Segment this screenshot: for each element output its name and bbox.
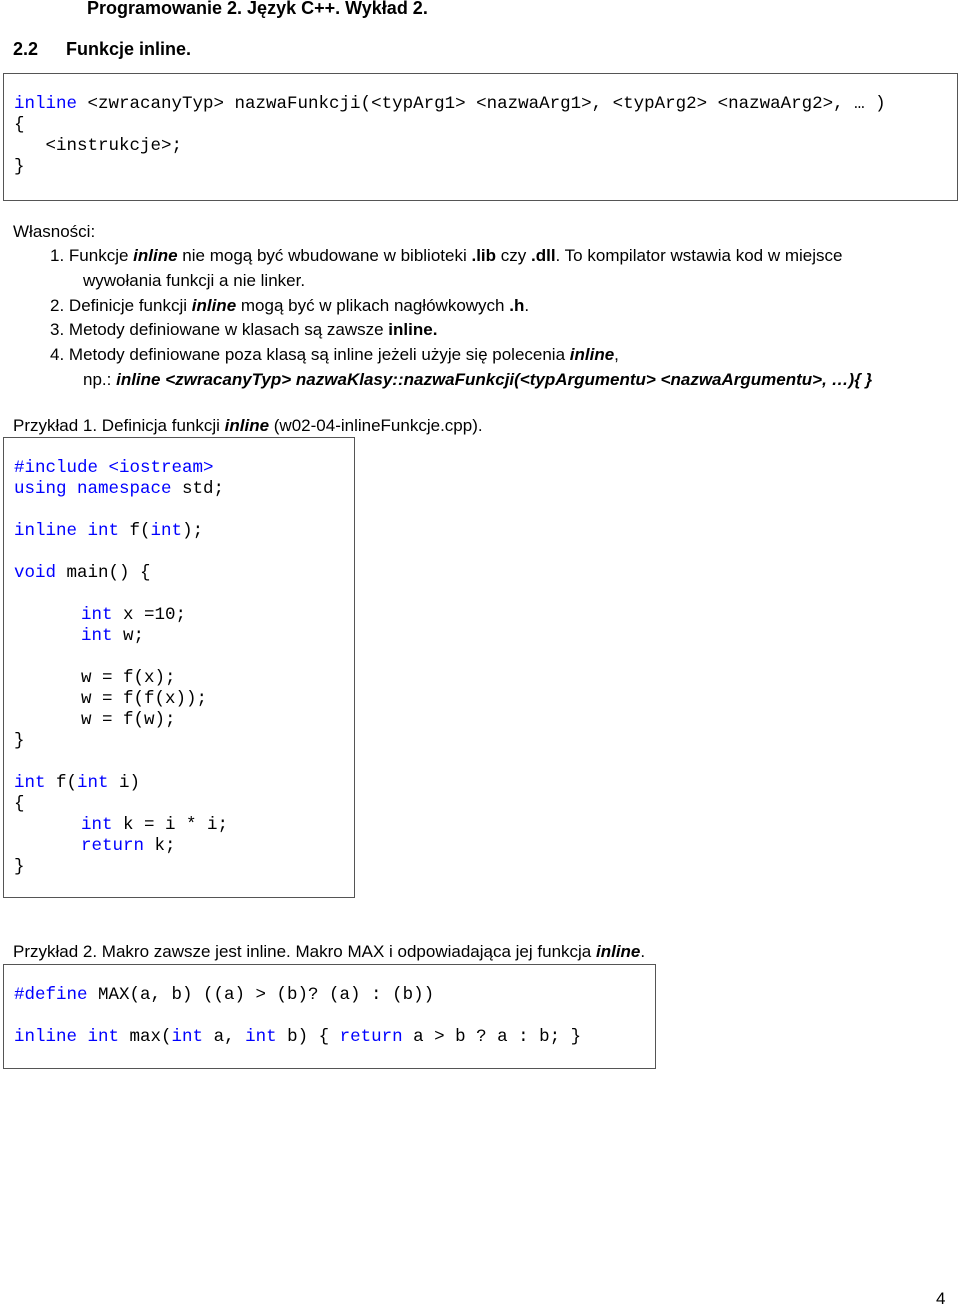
syntax-line-4: }: [14, 157, 25, 177]
code-close-function: }: [14, 857, 25, 877]
code-open-function: {: [14, 794, 25, 814]
section-title: Funkcje inline.: [66, 39, 192, 59]
code-assign-1: w = f(x);: [81, 668, 176, 688]
example-1-code-box: [3, 437, 355, 898]
code-main-line: void main() {: [14, 563, 151, 583]
code-inline-max-line: inline int max(int a, int b) { return a > b ? a : b; }: [14, 1027, 582, 1047]
example-2-code-box: [3, 964, 656, 1069]
property-item-3: 3. Metody definiowane w klasach są zawsze inline.: [50, 320, 438, 339]
property-item-2: 2. Definicje funkcji inline mogą być w plikach nagłówkowych .h.: [50, 296, 530, 315]
property-item-1: 1. Funkcje inline nie mogą być wbudowane w biblioteki .lib czy .dll. To kompilator wstawia kod w miejsce: [50, 246, 843, 265]
property-item-1-continued: wywołania funkcji a nie linker.: [83, 271, 306, 290]
section-number: 2.2: [13, 39, 39, 59]
example-2-caption: Przykład 2. Makro zawsze jest inline. Makro MAX i odpowiadająca jej funkcja inline.: [13, 942, 646, 961]
code-function-def: int f(int i): [14, 773, 141, 793]
example-1-caption: Przykład 1. Definicja funkcji inline (w02-04-inlineFunkcje.cpp).: [13, 416, 483, 435]
property-item-4-continued: np.: inline <zwracanyTyp> nazwaKlasy::nazwaFunkcji(<typArgumentu> <nazwaArgumentu>, …){ }: [83, 370, 873, 389]
code-declaration-line: inline int f(int);: [14, 521, 204, 541]
syntax-box: [3, 73, 958, 201]
code-w-declaration: int w;: [81, 626, 145, 646]
code-include-line: #include <iostream>: [14, 458, 214, 478]
code-define-line: #define MAX(a, b) ((a) > (b)? (a) : (b)): [14, 985, 435, 1005]
inline-keyword: inline: [14, 94, 78, 114]
document-header: Programowanie 2. Język C++. Wykład 2.: [87, 0, 428, 18]
code-k-declaration: int k = i * i;: [81, 815, 229, 835]
code-assign-2: w = f(f(x));: [81, 689, 208, 709]
code-close-main: }: [14, 731, 25, 751]
property-item-4: 4. Metody definiowane poza klasą są inline jeżeli użyje się polecenia inline,: [50, 345, 619, 364]
page-number: 4: [936, 1289, 946, 1308]
syntax-line-3: <instrukcje>;: [14, 136, 183, 156]
code-x-declaration: int x =10;: [81, 605, 187, 625]
syntax-line-2: {: [14, 115, 25, 135]
code-return-line: return k;: [81, 836, 176, 856]
code-assign-3: w = f(w);: [81, 710, 176, 730]
code-using-line: using namespace std;: [14, 479, 225, 499]
properties-heading: Własności:: [13, 222, 96, 241]
syntax-line-1: inline <zwracanyTyp> nazwaFunkcji(<typArg1> <nazwaArg1>, <typArg2> <nazwaArg2>, … ): [14, 94, 886, 114]
